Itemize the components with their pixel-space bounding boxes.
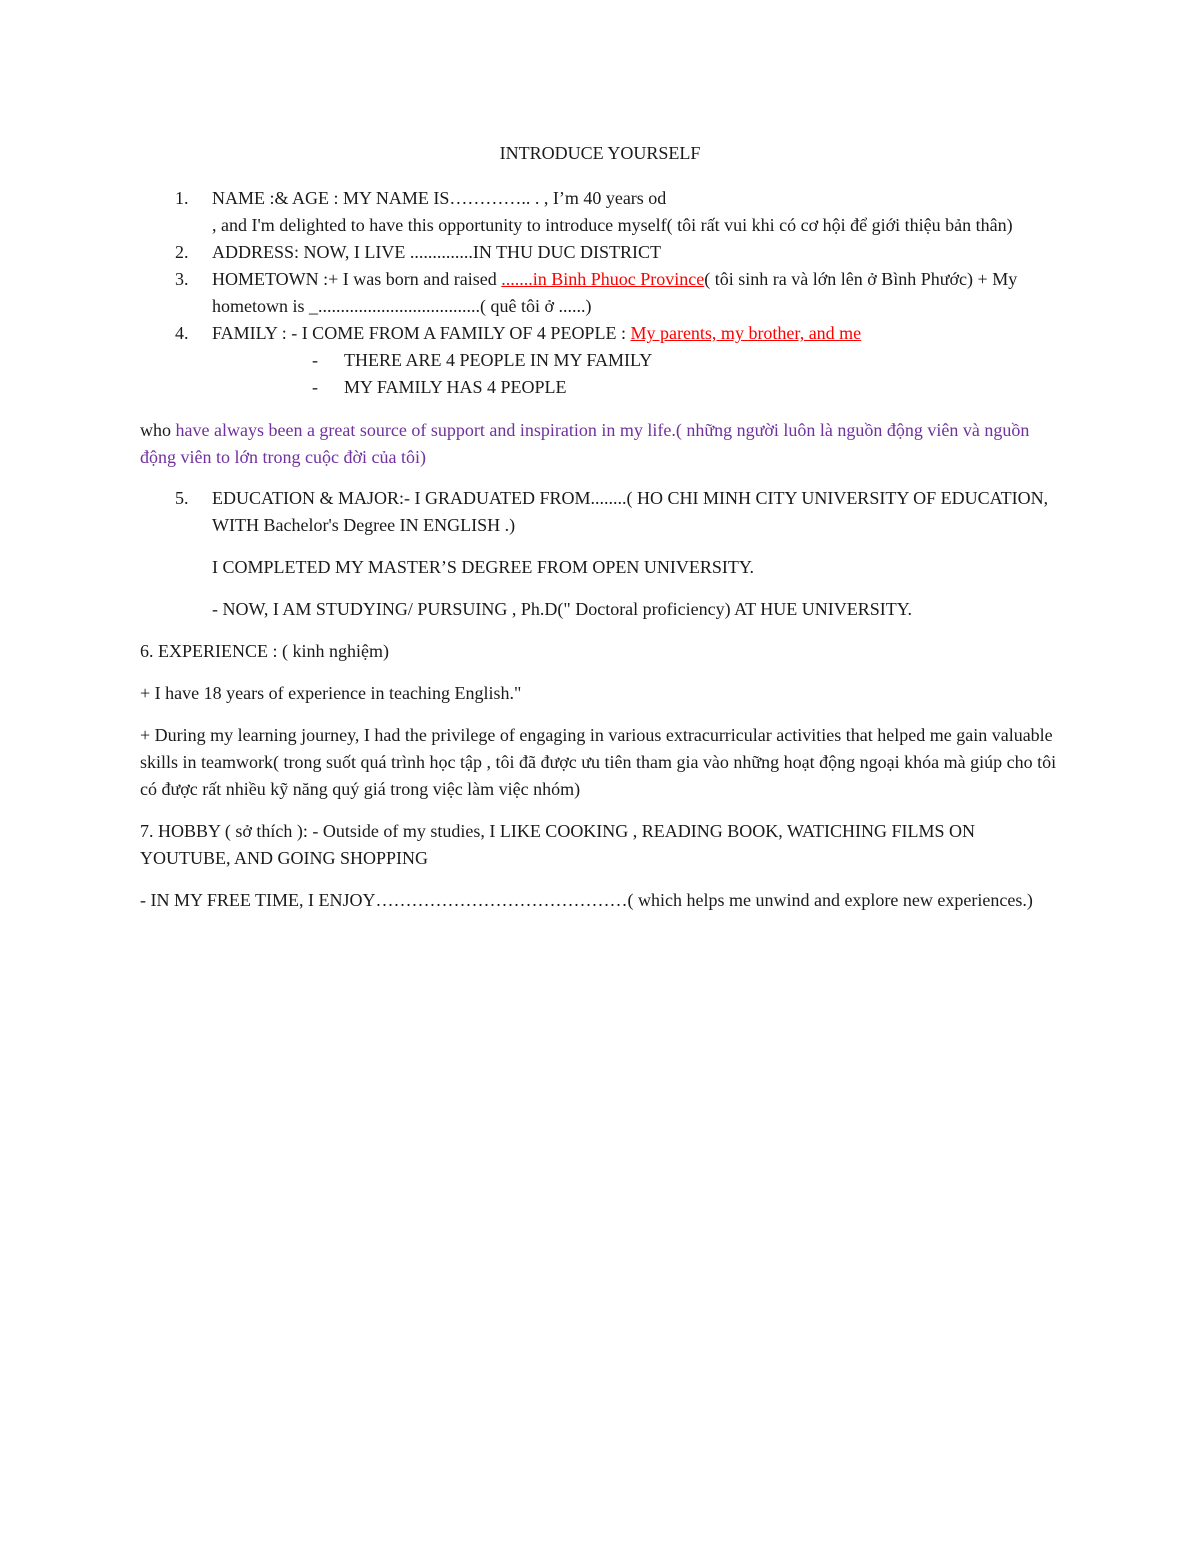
family-text: FAMILY : - I COME FROM A FAMILY OF 4 PEOPLE : (212, 323, 631, 343)
family-note-text: have always been a great source of support and inspiration in my life.( những người luôn là nguồn động viên và nguồn động viên to lớn trong cuộc đời của tôi) (140, 420, 1030, 467)
experience-activities: + During my learning journey, I had the privilege of engaging in various extracurricular activities that helped me gain valuable skills in teamwork( trong suốt quá trình học tập , tôi đã được ưu tiên tham gia vào những hoạt động ngoại khóa mà giúp cho tôi có được rất nhiều kỹ năng quý giá trong việc làm việc nhóm) (140, 725, 1057, 799)
document-body (140, 185, 1060, 914)
document-title: INTRODUCE YOURSELF (499, 143, 701, 163)
item-number: 5. (175, 488, 189, 508)
family-note-lead: who (140, 420, 171, 440)
item-number: 3. (175, 269, 189, 289)
item-education (140, 485, 1060, 539)
item-address (140, 239, 1060, 266)
education-master: I COMPLETED MY MASTER’S DEGREE FROM OPEN UNIVERSITY. (212, 557, 755, 577)
item-number: 2. (175, 242, 189, 262)
hometown-text: HOMETOWN :+ I was born and raised (212, 269, 502, 289)
dash-marker: - (312, 350, 318, 370)
family-bullet (140, 347, 1060, 374)
item-text (212, 266, 1060, 320)
education-phd: - NOW, I AM STUDYING/ PURSUING , Ph.D(" Doctoral proficiency) AT HUE UNIVERSITY. (212, 599, 912, 619)
bullet-text: MY FAMILY HAS 4 PEOPLE (344, 377, 567, 397)
item-text: EDUCATION & MAJOR:- I GRADUATED FROM........( HO CHI MINH CITY UNIVERSITY OF EDUCATION, WITH Bachelor's Degree IN ENGLISH .) (212, 488, 1049, 535)
dash-marker: - (312, 377, 318, 397)
family-bullet (140, 374, 1060, 401)
experience-heading: 6. EXPERIENCE : ( kinh nghiệm) (140, 641, 389, 661)
bullet-text: THERE ARE 4 PEOPLE IN MY FAMILY (344, 350, 653, 370)
item-number: 1. (175, 188, 189, 208)
item-text: , and I'm delighted to have this opportunity to introduce myself( tôi rất vui khi có cơ hội để giới thiệu bản thân) (212, 215, 1013, 235)
item-text: NAME :& AGE : MY NAME IS………….. . , I’m 40 years od (212, 188, 667, 208)
item-name-age (140, 185, 1060, 239)
item-family (140, 320, 1060, 347)
experience-years: + I have 18 years of experience in teaching English." (140, 683, 522, 703)
family-note (140, 417, 1060, 471)
item-hometown (140, 266, 1060, 320)
hometown-text-rest: ( tôi sinh ra và lớn lên ở Bình Phước) + My hometown is _....................................( quê tôi ở ......) (212, 269, 1018, 316)
item-number: 4. (175, 323, 189, 343)
hometown-highlight: .......in Binh Phuoc Province (501, 269, 705, 289)
hobby-paragraph: 7. HOBBY ( sở thích ): - Outside of my studies, I LIKE COOKING , READING BOOK, WATICHING FILMS ON YOUTUBE, AND GOING SHOPPING (140, 821, 975, 868)
family-highlight: My parents, my brother, and me (630, 323, 862, 343)
item-text: ADDRESS: NOW, I LIVE ..............IN THU DUC DISTRICT (212, 242, 661, 262)
free-time-paragraph: - IN MY FREE TIME, I ENJOY……………………………………( which helps me unwind and explore new experiences.) (140, 890, 1033, 910)
item-text (212, 320, 1060, 347)
